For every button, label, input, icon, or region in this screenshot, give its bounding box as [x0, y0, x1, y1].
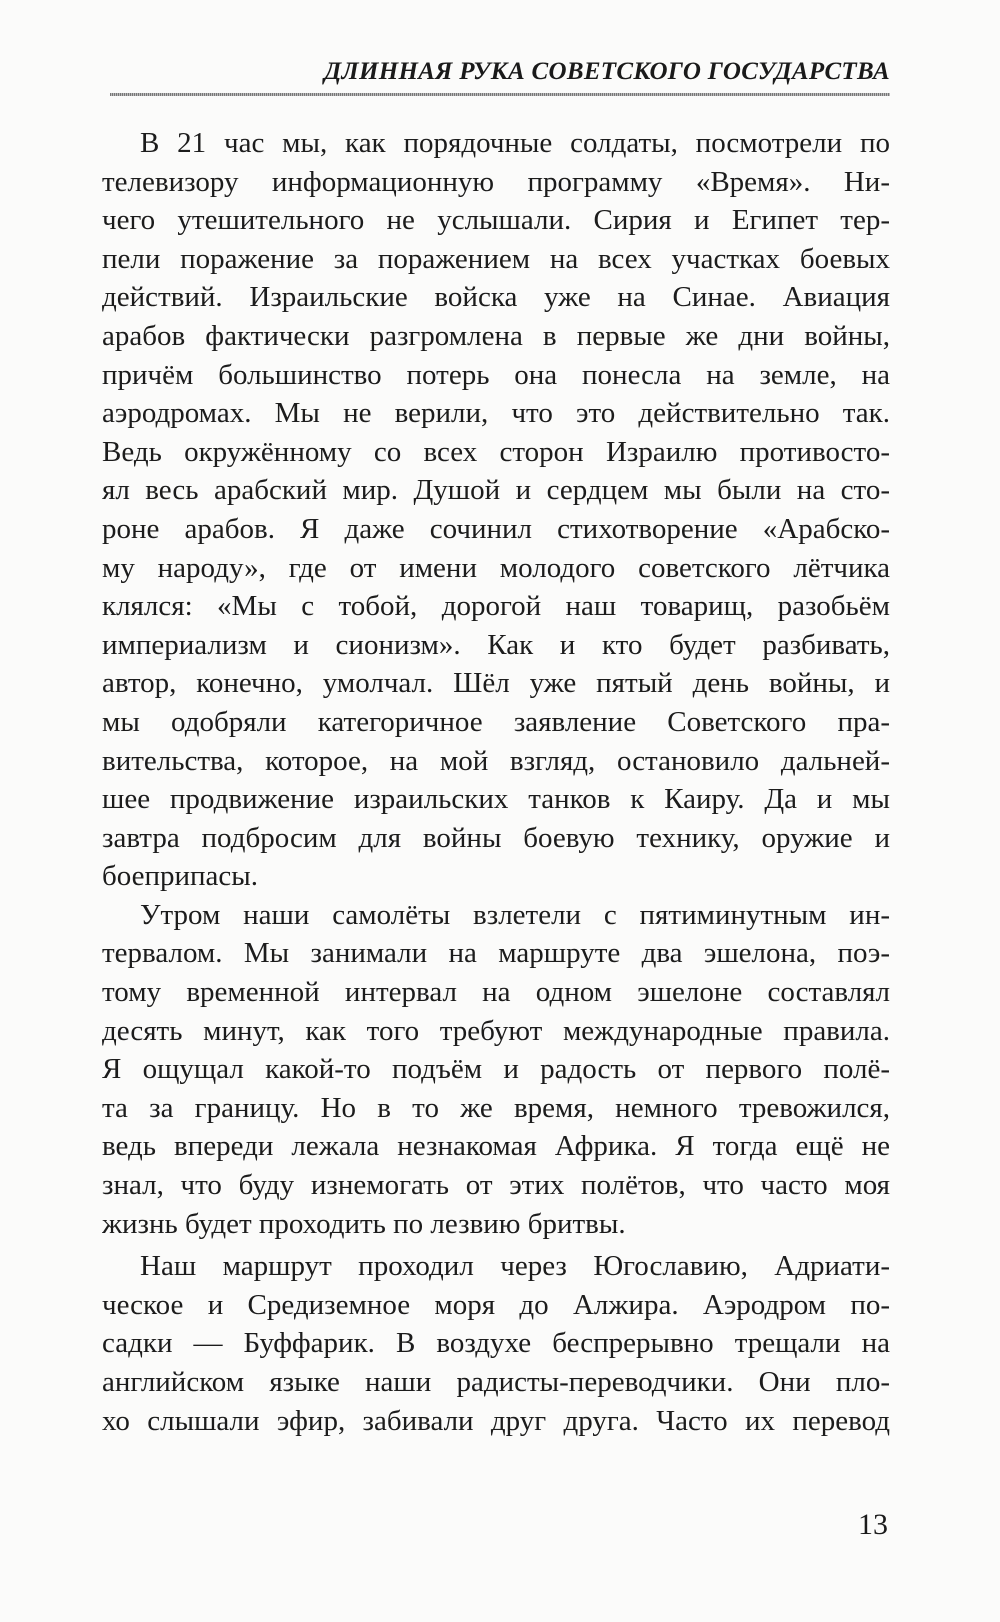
text-line: роне арабов. Я даже сочинил стихотворение «Арабско-: [102, 512, 890, 545]
page-number: 13: [858, 1508, 888, 1541]
text-line: мы одобряли категоричное заявление Советского пра-: [102, 705, 890, 738]
text-line: ял весь арабский мир. Душой и сердцем мы были на сто-: [102, 474, 890, 507]
text-line: Наш маршрут проходил через Югославию, Адриати-: [140, 1250, 890, 1283]
text-line: садки — Буффарик. В воздухе беспрерывно трещали на: [102, 1327, 890, 1360]
text-line: Утром наши самолёты взлетели с пятиминутным ин-: [140, 898, 890, 931]
text-line: хо слышали эфир, забивали друг друга. Часто их перевод: [102, 1404, 890, 1437]
paragraph: [102, 1247, 890, 1440]
body-text: [102, 124, 890, 1440]
text-line: аэродромах. Мы не верили, что это действительно так.: [102, 397, 890, 430]
text-line: боеприпасы.: [102, 860, 259, 893]
text-line: причём большинство потерь она понесла на земле, на: [102, 358, 890, 391]
text-line: автор, конечно, умолчал. Шёл уже пятый день войны, и: [102, 667, 890, 700]
header-rule: [110, 93, 890, 96]
text-line: клялся: «Мы с тобой, дорогой наш товарищ, разобьём: [102, 590, 890, 623]
running-head: ДЛИННАЯ РУКА СОВЕТСКОГО ГОСУДАРСТВА: [324, 58, 890, 85]
text-line: действий. Израильские войска уже на Синае. Авиация: [102, 281, 890, 314]
text-line: английском языке наши радисты-переводчики. Они пло-: [102, 1366, 890, 1398]
text-line: му народу», где от имени молодого советского лётчика: [102, 551, 890, 584]
text-line: жизнь будет проходить по лезвию бритвы.: [102, 1207, 626, 1240]
text-line: чего утешительного не услышали. Сирия и Египет тер-: [102, 204, 890, 237]
text-line: вительства, которое, на мой взгляд, остановило дальней-: [102, 744, 890, 777]
text-line: шее продвижение израильских танков к Каиру. Да и мы: [102, 783, 890, 816]
text-line: пели поражение за поражением на всех участках боевых: [102, 242, 890, 275]
text-line: завтра подбросим для войны боевую технику, оружие и: [102, 821, 890, 854]
text-line: тому временной интервал на одном эшелоне составлял: [102, 976, 890, 1009]
text-line: арабов фактически разгромлена в первые же дни войны,: [102, 319, 890, 352]
text-line: телевизору информационную программу «Время». Ни-: [102, 165, 890, 198]
text-line: ведь впереди лежала незнакомая Африка. Я тогда ещё не: [102, 1130, 890, 1163]
text-line: десять минут, как того требуют международные правила.: [102, 1014, 890, 1047]
text-line: империализм и сионизм». Как и кто будет разбивать,: [102, 628, 890, 661]
paragraph: [102, 124, 890, 896]
text-line: Ведь окружённому со всех сторон Израилю противосто-: [102, 435, 890, 468]
text-line: В 21 час мы, как порядочные солдаты, посмотрели по: [140, 127, 890, 159]
text-line: тервалом. Мы занимали на маршруте два эшелона, поэ-: [102, 937, 890, 970]
text-line: знал, что буду изнемогать от этих полётов, что часто моя: [102, 1169, 890, 1202]
paragraph: [102, 896, 890, 1243]
text-line: та за границу. Но в то же время, немного тревожился,: [102, 1091, 890, 1124]
text-line: Я ощущал какой-то подъём и радость от первого полё-: [102, 1053, 890, 1086]
text-line: ческое и Средиземное моря до Алжира. Аэродром по-: [102, 1288, 890, 1321]
